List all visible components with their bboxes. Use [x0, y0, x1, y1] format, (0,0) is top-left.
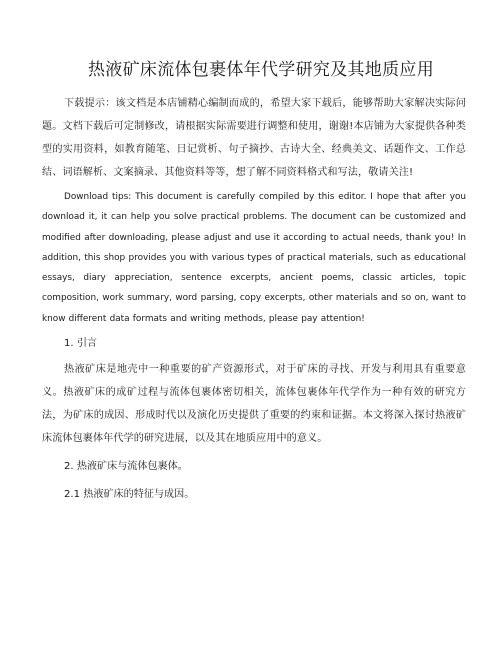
- section-1-heading: 1. 引言: [64, 338, 98, 350]
- section-2-heading: 2. 热液矿床与流体包裹体。: [64, 461, 188, 473]
- section-1-body: 热液矿床是地壳中一种重要的矿产资源形式，对于矿床的寻找、开发与利用具有重要意义。热液矿床的成矿过程与流体包裹体密切相关，流体包裹体年代学作为一种有效的研究方法，为矿床的成因、形成时代以及演化历史提供了重要的约束和证据。本文将深入探讨热液矿床流体包裹体年代学的研究进展，以及其在地质应用中的意义。: [42, 364, 466, 445]
- section-2-1-heading: 2.1 热液矿床的特征与成因。: [64, 489, 195, 501]
- document-title: 热液矿床流体包裹体年代学研究及其地质应用: [88, 60, 434, 80]
- download-notice-cn: 下载提示：该文档是本店铺精心编制而成的，希望大家下载后，能够帮助大家解决实际问题。文档下载后可定制修改，请根据实际需要进行调整和使用，谢谢!本店铺为大家提供各种类型的实用资料，如教育随笔、日记赏析、句子摘抄、古诗大全、经典美文、话题作文、工作总结、词语解析、文案摘录、其他资料等等，想了解不同资料格式和写法，敬请关注!: [42, 98, 466, 178]
- download-notice-en: Download tips: This document is carefully compiled by this editor. I hope that after you download it, it can help you solve practical problems. The document can be customized and modified after downloading, please adjust and use it according to actual needs, thank you! In addition, this shop provides you with various types of practical materials, such as educational essays, diary appreciation, sentence excerpts, ancient poems, classic articles, topic composition, work summary, word parsing, copy excerpts, other materials and so on, want to know different data formats and writing methods, please pay attention!: [42, 192, 466, 324]
- document-body: [42, 92, 466, 506]
